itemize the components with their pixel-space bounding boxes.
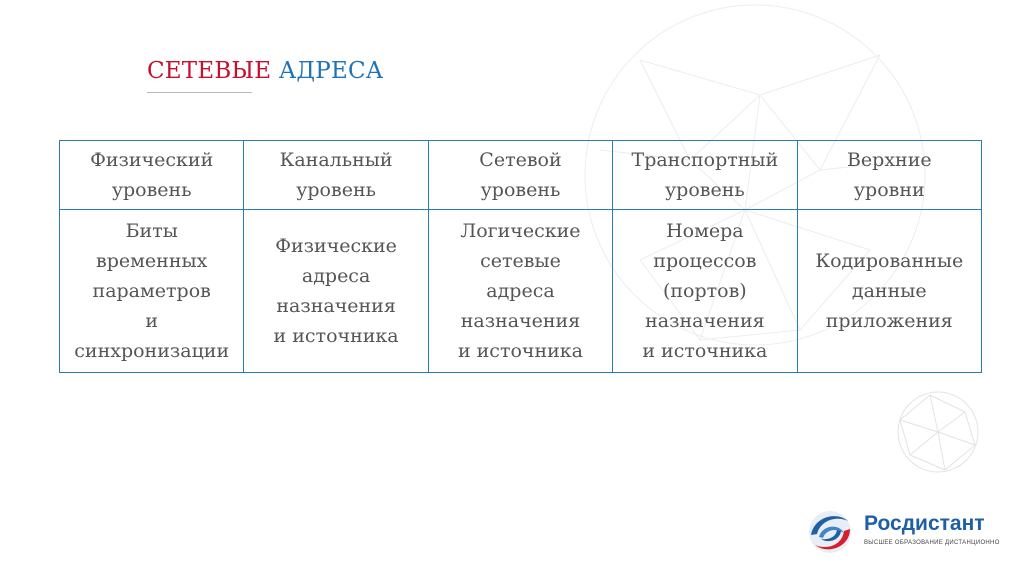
logo-name: Росдистант	[864, 512, 985, 535]
rosdistant-swirl-logo-icon	[806, 507, 858, 557]
rosdistant-logo	[806, 507, 1000, 557]
cell-transport-addresses: Номера процессов (портов) назначения и источника	[613, 210, 797, 373]
header-physical-level: Физический уровень	[60, 141, 244, 210]
cell-network-addresses: Логические сетевые адреса назначения и источника	[428, 210, 612, 373]
title-underline	[147, 92, 252, 93]
header-link-level: Канальный уровень	[244, 141, 428, 210]
cell-physical-addresses: Биты временных параметров и синхронизации	[60, 210, 244, 373]
header-transport-level: Транспортный уровень	[613, 141, 797, 210]
title-red-part: СЕТЕВЫЕ	[147, 58, 272, 84]
table-row	[60, 210, 982, 373]
cell-upper-addresses: Кодированные данные приложения	[797, 210, 981, 373]
title-blue-part: АДРЕСА	[271, 58, 384, 84]
page-title	[147, 58, 383, 84]
network-levels-table	[59, 140, 982, 373]
header-upper-levels: Верхние уровни	[797, 141, 981, 210]
logo-tagline: ВЫСШЕЕ ОБРАЗОВАНИЕ ДИСТАНЦИОННО	[864, 540, 1000, 546]
cell-link-addresses: Физические адреса назначения и источника	[244, 210, 428, 373]
header-network-level: Сетевой уровень	[428, 141, 612, 210]
table-header-row	[60, 141, 982, 210]
